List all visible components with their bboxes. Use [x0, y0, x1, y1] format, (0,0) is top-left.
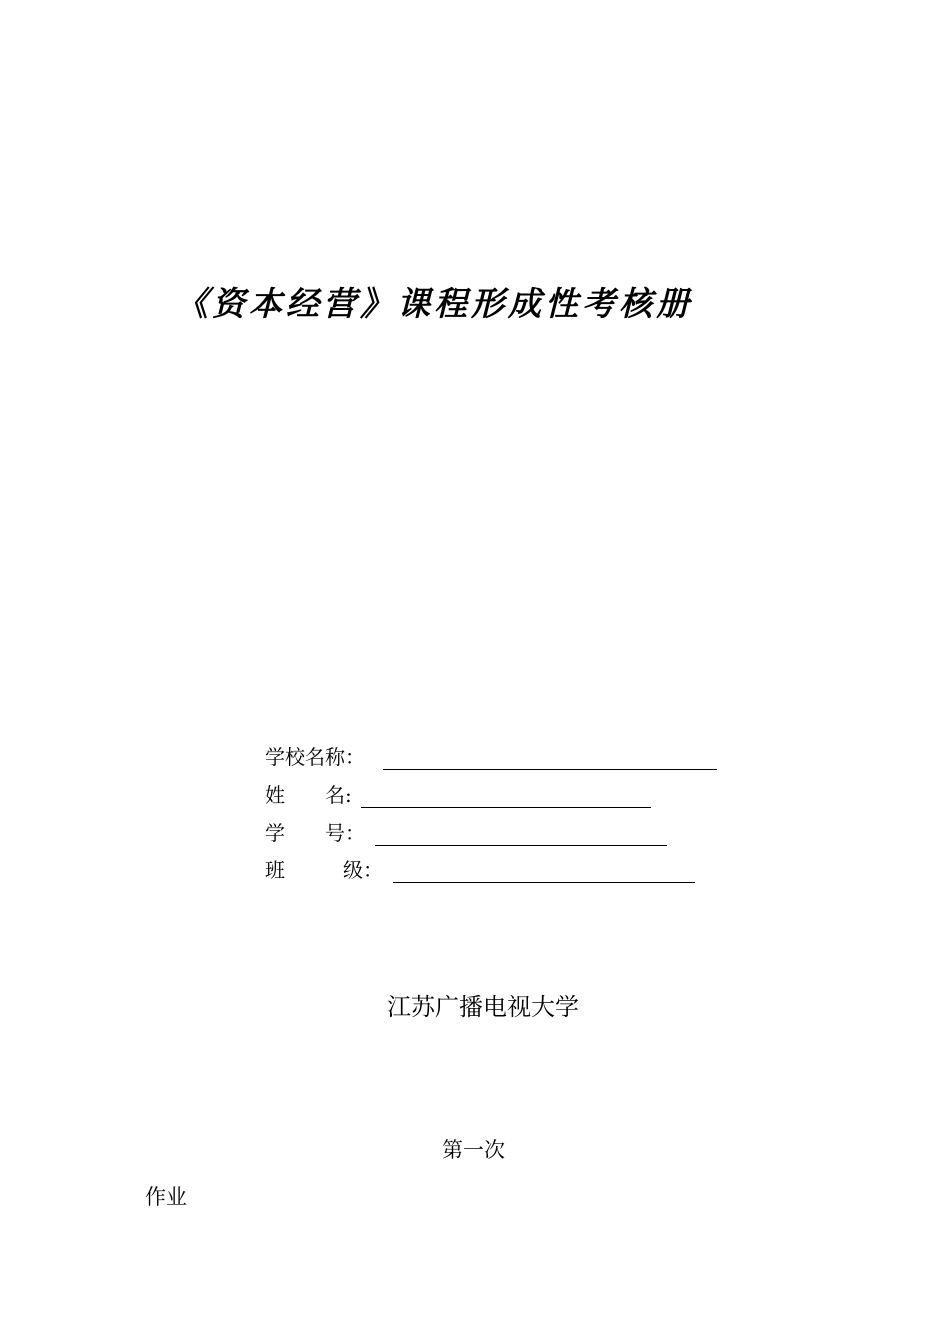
assignment-type: 作业 [145, 1185, 187, 1209]
issuing-school-name: 江苏广播电视大学 [387, 993, 579, 1021]
school-name-blank[interactable] [383, 747, 717, 770]
class-blank[interactable] [393, 860, 695, 883]
student-name-label [265, 779, 361, 808]
class-label-part1: 班 [265, 858, 285, 882]
class-field [265, 854, 695, 883]
student-id-label-part1: 学 [265, 821, 285, 845]
document-title: 《资本经营》课程形成性考核册 [175, 284, 693, 323]
student-id-label [265, 817, 375, 846]
class-label-part2: 级： [343, 858, 383, 882]
assignment-index: 第一次 [442, 1138, 505, 1162]
student-name-label-part2: 名: [325, 783, 352, 807]
student-name-field [265, 779, 651, 808]
student-name-label-part1: 姓 [265, 783, 285, 807]
school-name-label: 学校名称： [265, 745, 365, 769]
student-id-blank[interactable] [375, 823, 667, 846]
school-name-field [265, 741, 717, 770]
class-label [265, 854, 393, 883]
student-id-label-part2: 号： [325, 821, 365, 845]
student-id-field [265, 817, 667, 846]
student-name-blank[interactable] [361, 785, 651, 808]
